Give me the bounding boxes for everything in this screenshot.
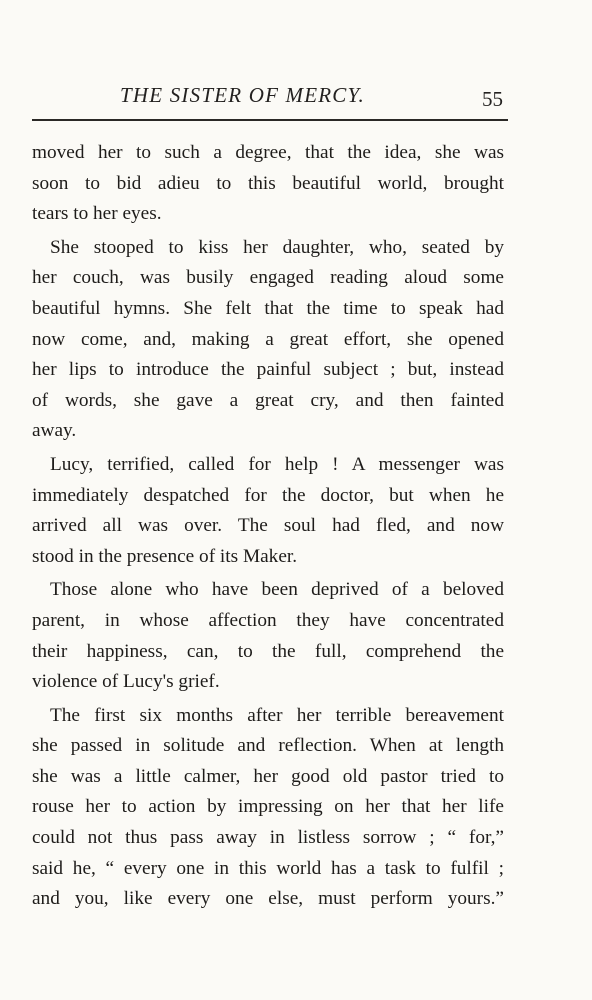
- text-line: away.: [32, 420, 77, 442]
- text-line: immediately despatched for the doctor, but when he: [32, 484, 504, 506]
- text-line: violence of Lucy's grief.: [32, 671, 220, 693]
- text-line: soon to bid adieu to this beautiful world, brought: [32, 172, 504, 194]
- text-line: The first six months after her terrible bereavement: [50, 704, 504, 726]
- header-rule: [32, 119, 508, 121]
- text-line: said he, “ every one in this world has a task to fulfil ;: [32, 857, 504, 879]
- text-line: her lips to introduce the painful subject ; but, instead: [32, 359, 504, 381]
- text-line: Lucy, terrified, called for help ! A messenger was: [50, 453, 504, 475]
- text-line: she was a little calmer, her good old pastor tried to: [32, 765, 504, 787]
- paragraph: [32, 701, 504, 915]
- running-header: [0, 78, 592, 112]
- text-line: she passed in solitude and reflection. When at length: [32, 735, 504, 757]
- paragraph: [32, 138, 504, 230]
- text-line: could not thus pass away in listless sorrow ; “ for,”: [32, 827, 504, 849]
- text-line: parent, in whose affection they have concentrated: [32, 609, 504, 631]
- text-line: now come, and, making a great effort, she opened: [32, 328, 504, 350]
- text-line: and you, like every one else, must perform yours.”: [32, 888, 504, 910]
- paragraph: [32, 233, 504, 447]
- text-line: her couch, was busily engaged reading aloud some: [32, 267, 504, 289]
- text-line: arrived all was over. The soul had fled, and now: [32, 515, 504, 537]
- text-line: moved her to such a degree, that the idea, she was: [32, 142, 504, 163]
- text-line: rouse her to action by impressing on her that her life: [32, 796, 504, 818]
- paragraph: [32, 450, 504, 572]
- text-line: Those alone who have been deprived of a beloved: [50, 579, 504, 601]
- running-title: THE SISTER OF MERCY.: [120, 83, 365, 107]
- text-line: tears to her eyes.: [32, 203, 162, 225]
- page-number: 55: [482, 87, 503, 111]
- text-line: stood in the presence of its Maker.: [32, 545, 298, 567]
- text-line: their happiness, can, to the full, comprehend the: [32, 640, 504, 662]
- body-text: [32, 138, 504, 918]
- text-line: of words, she gave a great cry, and then fainted: [32, 389, 504, 411]
- text-line: She stooped to kiss her daughter, who, seated by: [50, 236, 504, 258]
- text-line: beautiful hymns. She felt that the time to speak had: [32, 297, 504, 319]
- paragraph: [32, 575, 504, 697]
